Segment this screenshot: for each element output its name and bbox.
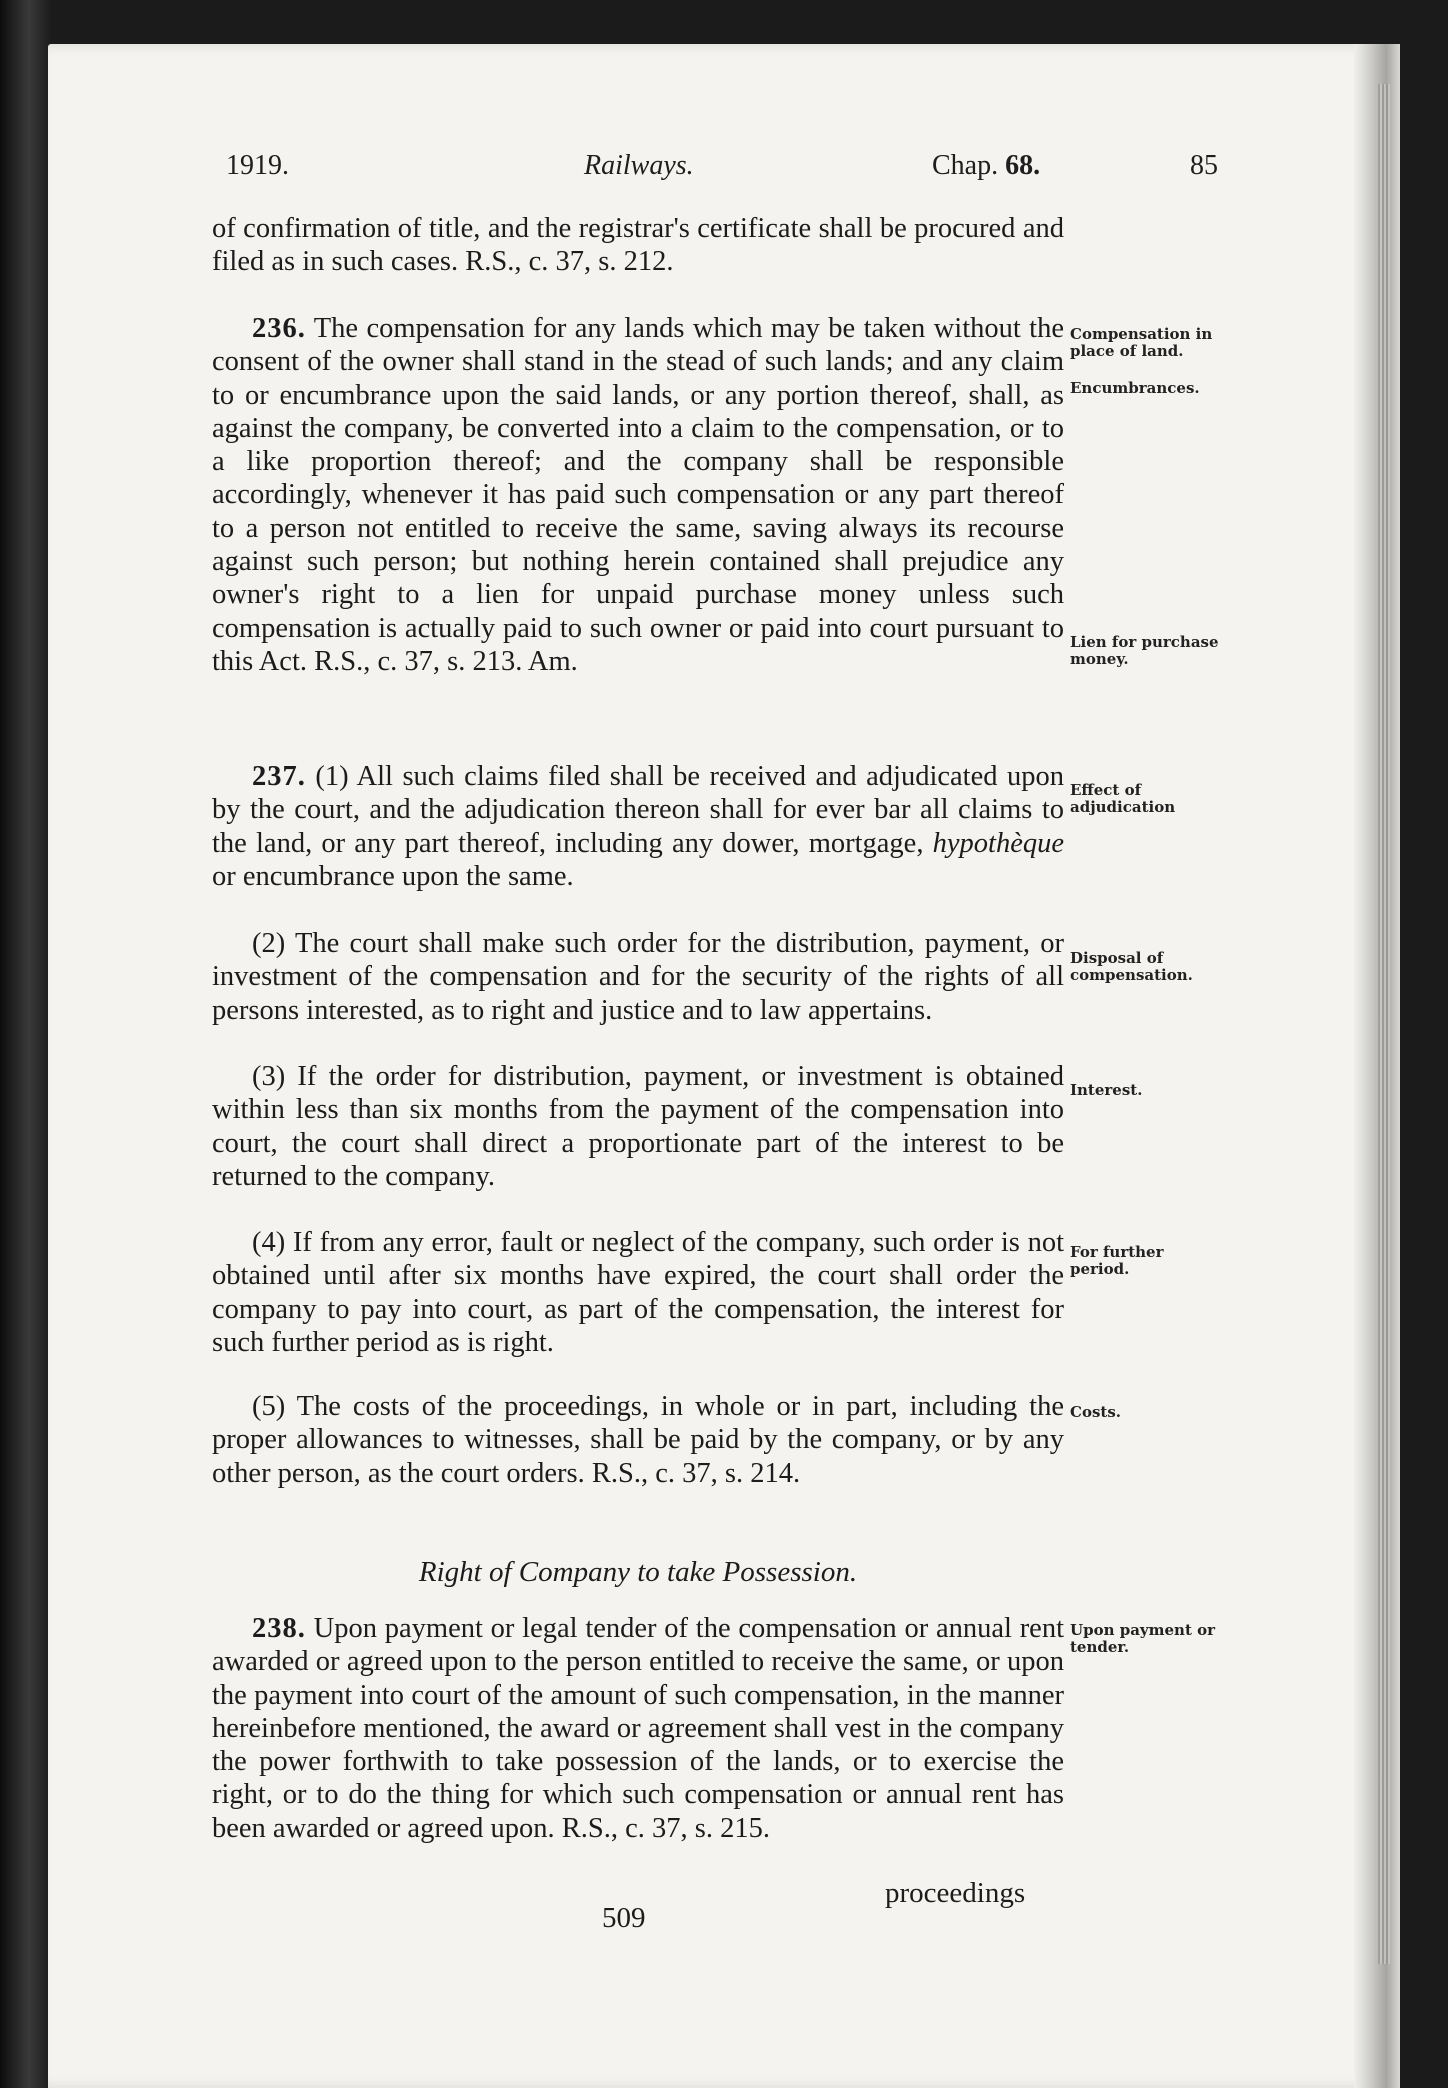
running-head-title: Railways. — [584, 150, 694, 181]
margin-note-compensation: Compensation in place of land. — [1070, 325, 1213, 360]
margin-note-further-period: For further period. — [1070, 1243, 1164, 1278]
section-237-p1-before: (1) All such claims filed shall be received and adjudicated upon by the court, and the adjudication thereon shall for ever bar all claims to the land, or any part thereof, including any dower, mortgage, — [212, 761, 1064, 859]
section-237-p1-italic: hypothèque — [932, 827, 1065, 859]
chapter-prefix: Chap. — [932, 150, 999, 181]
margin-note-upon-payment: Upon payment or tender. — [1070, 1621, 1216, 1656]
section-heading: Right of Company to take Possession. — [418, 1556, 858, 1588]
running-head-chapter — [932, 150, 1040, 182]
section-238 — [212, 1612, 1064, 1845]
section-238-number: 238. — [252, 1613, 306, 1644]
margin-note-effect: Effect of adjudication — [1070, 781, 1176, 816]
section-237-subsection-5 — [212, 1390, 1064, 1490]
folio-number: 509 — [602, 1902, 646, 1934]
margin-note-disposal: Disposal of compensation. — [1070, 949, 1193, 984]
section-237-number: 237. — [252, 761, 306, 792]
continuation-paragraph: of confirmation of title, and the registrar's certificate shall be procured and filed as in such cases. R.S., c. 37, s. 212. — [212, 213, 1064, 278]
section-237-subsection-3 — [212, 1060, 1064, 1193]
margin-note-interest: Interest. — [1070, 1081, 1143, 1099]
page-fold-shadow — [1354, 44, 1400, 2088]
section-237-p5-text: (5) The costs of the proceedings, in whole or in part, including the proper allowances to witnesses, shall be paid by the company, or by any other person, as the court orders. R.S., c. 37, s. 214. — [212, 1391, 1064, 1489]
section-237-p4-text: (4) If from any error, fault or neglect of the company, such order is not obtained until after six months have expired, the court shall order the company to pay into court, as part of the compensation, the interest for such further period as is right. — [212, 1227, 1064, 1358]
section-237-p1-after: or encumbrance upon the same. — [212, 860, 574, 892]
catchword: proceedings — [885, 1877, 1026, 1909]
running-head — [226, 150, 1226, 190]
section-237-subsection-4 — [212, 1226, 1064, 1359]
section-237-subsection-2 — [212, 927, 1064, 1027]
section-237-p2-text: (2) The court shall make such order for the distribution, payment, or investment of the compensation and for the security of the rights of all persons interested, as to right and justice and to law appertains. — [212, 928, 1064, 1026]
section-236-text: The compensation for any lands which may be taken without the consent of the owner shall stand in the stead of such lands; and any claim to or encumbrance upon the said lands, or any portion thereof, shall, as against the company, be converted into a claim to the compensation, or to a like proportion thereof; and the company shall be responsible accordingly, whenever it has paid such compensation or any part thereof to a person not entitled to receive the same, saving always its recourse against such person; but nothing herein contained shall prejudice any owner's right to a lien for unpaid purchase money unless such compensation is actually paid to such owner or paid into court pursuant to this Act. R.S., c. 37, s. 213. Am. — [212, 313, 1064, 677]
margin-note-encumbrances: Encumbrances. — [1070, 379, 1200, 397]
section-236 — [212, 312, 1064, 678]
section-236-number: 236. — [252, 313, 306, 344]
page-edge-stripes — [1378, 84, 1390, 1964]
running-head-year: 1919. — [226, 150, 289, 181]
chapter-number: 68. — [1005, 150, 1041, 181]
section-237-subsection-1 — [212, 760, 1064, 893]
running-head-page-number: 85 — [1190, 150, 1218, 181]
section-238-text: Upon payment or legal tender of the compensation or annual rent awarded or agreed upon to the person entitled to receive the same, or upon the payment into court of the amount of such compensation, in the manner hereinbefore mentioned, the award or agreement shall vest in the company the power forthwith to take possession of the lands, or to exercise the right, or to do the thing for which such compensation or annual rent has been awarded or agreed upon. R.S., c. 37, s. 215. — [212, 1613, 1064, 1844]
book-gutter-left — [0, 0, 52, 2088]
margin-note-lien: Lien for purchase money. — [1070, 633, 1219, 668]
section-237-p3-text: (3) If the order for distribution, payment, or investment is obtained within less than six months from the payment of the compensation into court, the court shall direct a proportionate part of the interest to be returned to the company. — [212, 1061, 1064, 1192]
margin-note-costs: Costs. — [1070, 1403, 1121, 1421]
